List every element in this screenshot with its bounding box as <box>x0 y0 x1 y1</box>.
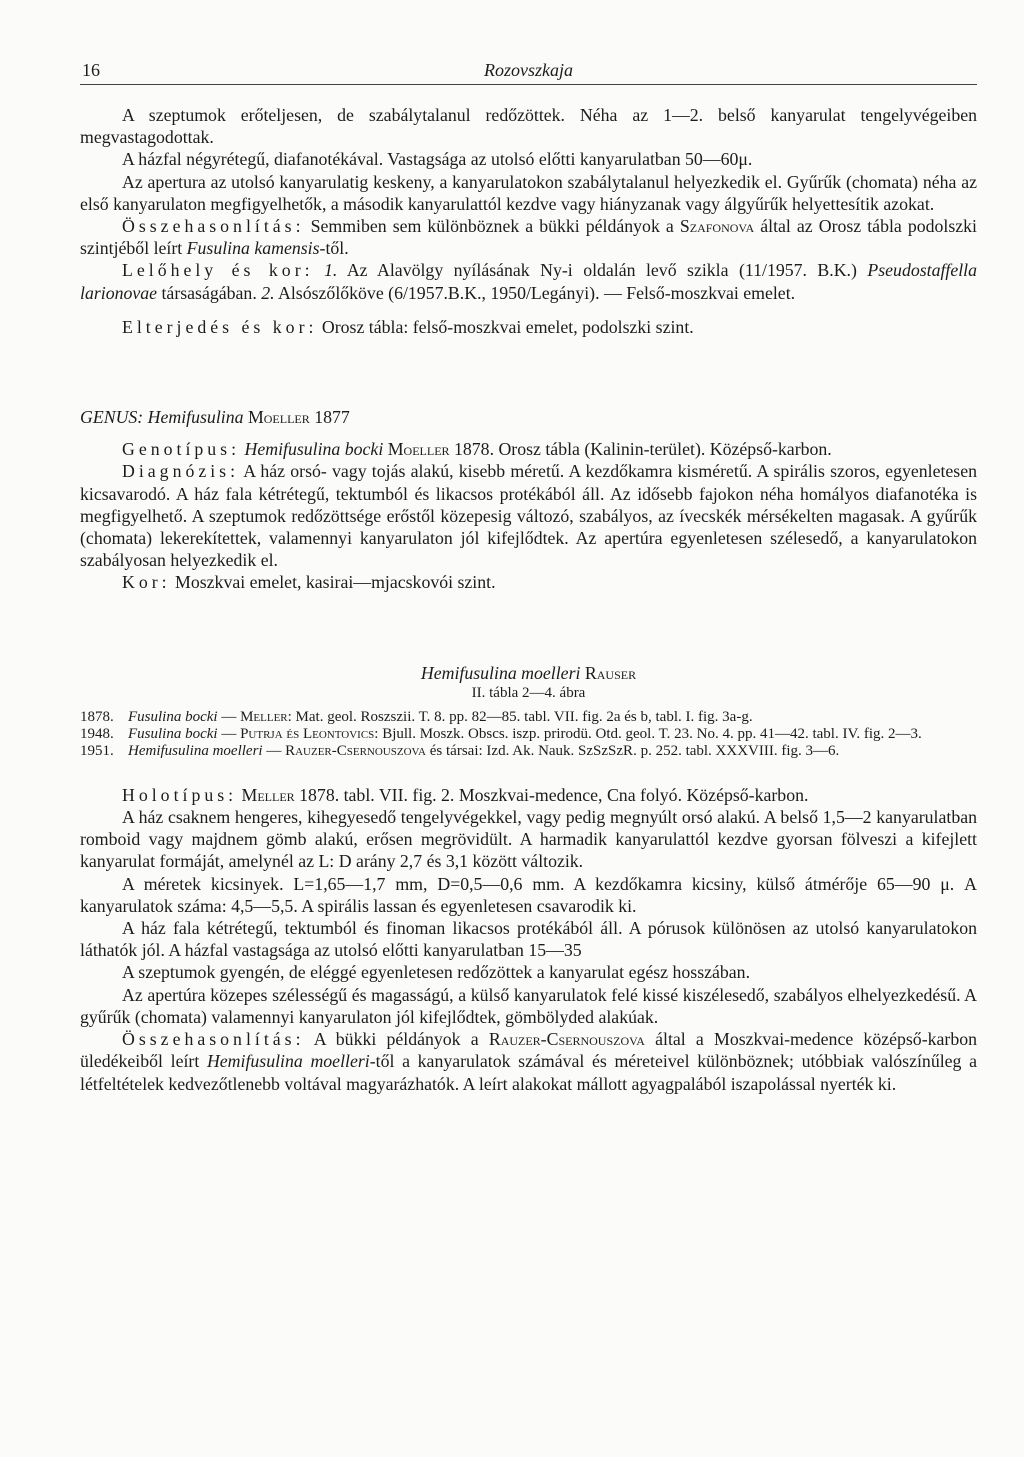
paragraph-comparison: Összehasonlítás: Semmiben sem különböznek a bükki példányok a Szafonova által az Orosz tábla podolszki szintjéből leírt Fusulina kamensis-től. <box>80 216 977 259</box>
paragraph-dimensions: A méretek kicsinyek. L=1,65—1,7 mm, D=0,5—0,6 mm. A kezdőkamra kicsiny, külső átmérője 65—90 μ. A kanyarulatok száma: 4,5—5,5. A spirális lassan és egyenletesen csavarodik ki. <box>80 873 977 916</box>
paragraph-wall: A házfal négyrétegű, diafanotékával. Vastagsága az utolsó előtti kanyarulatban 50—60μ. <box>122 149 753 170</box>
running-title: Rozovszkaja <box>484 60 573 80</box>
species-name: Pseudostaffella larionovae <box>80 260 978 303</box>
plate-reference: II. tábla 2—4. ábra <box>471 684 586 701</box>
synonymy-entry: 1951. Hemifusulina moelleri — Rauzer-Csernouszova és társai: Izd. Ak. Nauk. SzSzSzR. p. 252. tabl. XXXVIII. fig. 3—6. <box>80 742 840 759</box>
header-rule <box>80 84 977 85</box>
author-name: Rauzer-Csernouszova <box>488 1029 645 1050</box>
paragraph-aperture-chomata: Az apertúra közepes szélességű és magasságú, a külső kanyarulatok felé kissé kiszélesedő, szabályos elhelyezkedésű. A gyűrűk (chomata) valamennyi kanyarulaton jól kifejlődtek, gömbölyded alakúak. <box>80 984 977 1027</box>
paragraph-septa-folding: A szeptumok gyengén, de eléggé egyenletesen redőzöttek a kanyarulat egész hosszában. <box>122 962 751 983</box>
comparison-label: Összehasonlítás: <box>122 216 305 237</box>
paragraph-wall-structure: A ház fala kétrétegű, tektumból és finoman likacsos protékából áll. A pórusok különösen az utolsó kanyarulatokon láthatók jól. A házfal vastagsága az utolsó előtti kanyarulatban 15—35 <box>80 918 977 961</box>
synonymy-entry: 1948. Fusulina bocki — Putrja és Leontovics: Bjull. Moszk. Obscs. iszp. prirodü. Otd. geol. T. 23. No. 4. pp. 41—42. tabl. IV. fig. 2—3. <box>80 725 922 742</box>
paragraph-aperture: Az apertura az utolsó kanyarulatig keskeny, a kanyarulatokon szabálytalanul helyezkedik el. Gyűrűk (chomata) néha az első kanyarulaton megfigyelhetők, a második kanyarulattól kezdve vagy hiányzanak vagy álgyűrűk helyettesítik azokat. <box>80 171 977 214</box>
author-name: Szafonova <box>679 216 755 237</box>
species-name: Hemifusulina moelleri <box>206 1051 370 1072</box>
paragraph-diagnosis: Diagnózis: A ház orsó- vagy tojás alakú, kisebb méretű. A kezdőkamra kisméretű. A spirális szoros, egyenletesen kicsavarodó. A ház fala kétrétegű, tektumból és likacsos protékából áll. Az idősebb fajokon néha homályos diafanotéka is megfigyelhető. A szeptumok redőzöttsége erőstől közepesig változó, szabályos, az ívecskék mérsékelten magasak. A gyűrűk (chomata) lekerekítettek, valamennyi kanyarulaton jól kifejlődtek. Az apertúra egyenletesen szélesedő, a kanyarulatokon szabályosan helyezkedik el. <box>80 461 978 571</box>
comparison-label: Összehasonlítás: <box>122 1029 305 1050</box>
genus-heading: GENUS: Hemifusulina Moeller 1877 <box>80 407 350 428</box>
species-title: Hemifusulina moelleri <box>420 662 581 683</box>
diagnosis-label: Diagnózis: <box>122 461 240 482</box>
age-label: Kor: <box>122 572 171 593</box>
paragraph-shape: A ház csaknem hengeres, kihegyesedő tengelyvégekkel, vagy pedig megnyúlt orsó alakú. A belső 1,5—2 kanyarulatban romboid vagy majdnem gömb alakú, erősen megrövidült. A harmadik kanyarulattól kezdve gyorsan fölveszi a kifejlett kanyarulat formáját, amelynél az L: D arány 2,7 és 3,1 között változik. <box>80 807 977 872</box>
species-heading: Hemifusulina moelleri Rauser <box>420 662 637 683</box>
distribution-label: Elterjedés és kor: <box>122 316 318 337</box>
page-number: 16 <box>82 60 100 80</box>
paragraph-genotype: Genotípus: Hemifusulina bocki Moeller 1878. Orosz tábla (Kalinin-terület). Középső-karbon. <box>122 439 832 460</box>
page-body <box>80 104 977 1095</box>
paragraph-distribution: Elterjedés és kor: Orosz tábla: felső-moszkvai emelet, podolszki szint. <box>122 316 694 337</box>
locality-label: Lelőhely és kor: <box>122 260 314 281</box>
holotype-label: Holotípus: <box>122 784 238 805</box>
paragraph-septa: A szeptumok erőteljesen, de szabálytalanul redőzöttek. Néha az 1—2. belső kanyarulat tengelyvégeiben megvastagodottak. <box>80 105 977 148</box>
species-name: Fusulina kamensis <box>186 238 320 259</box>
paragraph-holotype: Holotípus: Meller 1878. tabl. VII. fig. 2. Moszkvai-medence, Cna folyó. Középső-karbon. <box>122 784 809 805</box>
genus-name: Hemifusulina <box>147 407 244 428</box>
paragraph-age: Kor: Moszkvai emelet, kasirai—mjacskovói szint. <box>122 572 496 593</box>
genotype-label: Genotípus: <box>122 439 241 460</box>
page-header <box>80 60 977 82</box>
paragraph-locality: Lelőhely és kor: 1. Az Alavölgy nyílásának Ny-i oldalán levő szikla (11/1957. B.K.) Pseudostaffella larionovae társaságában. 2. Alsószőlőköve (6/1957.B.K., 1950/Legányi). — Felső-moszkvai emelet. <box>80 260 978 303</box>
paragraph-species-comparison: Összehasonlítás: A bükki példányok a Rauzer-Csernouszova által a Moszkvai-medence középső-karbon üledékeiből leírt Hemifusulina moelleri-től a kanyarulatok számával és méreteivel különböznek; utóbbiak valószínűleg a létfeltételek kedvezőtlenebb voltával magyarázhatók. A leírt alakokat mállott agyagpalából iszapolással nyerték ki. <box>80 1029 978 1094</box>
synonymy-entry: 1878. Fusulina bocki — Meller: Mat. geol. Roszszii. T. 8. pp. 82—85. tabl. VII. fig. 2a és b, tabl. I. fig. 3a-g. <box>80 708 753 725</box>
